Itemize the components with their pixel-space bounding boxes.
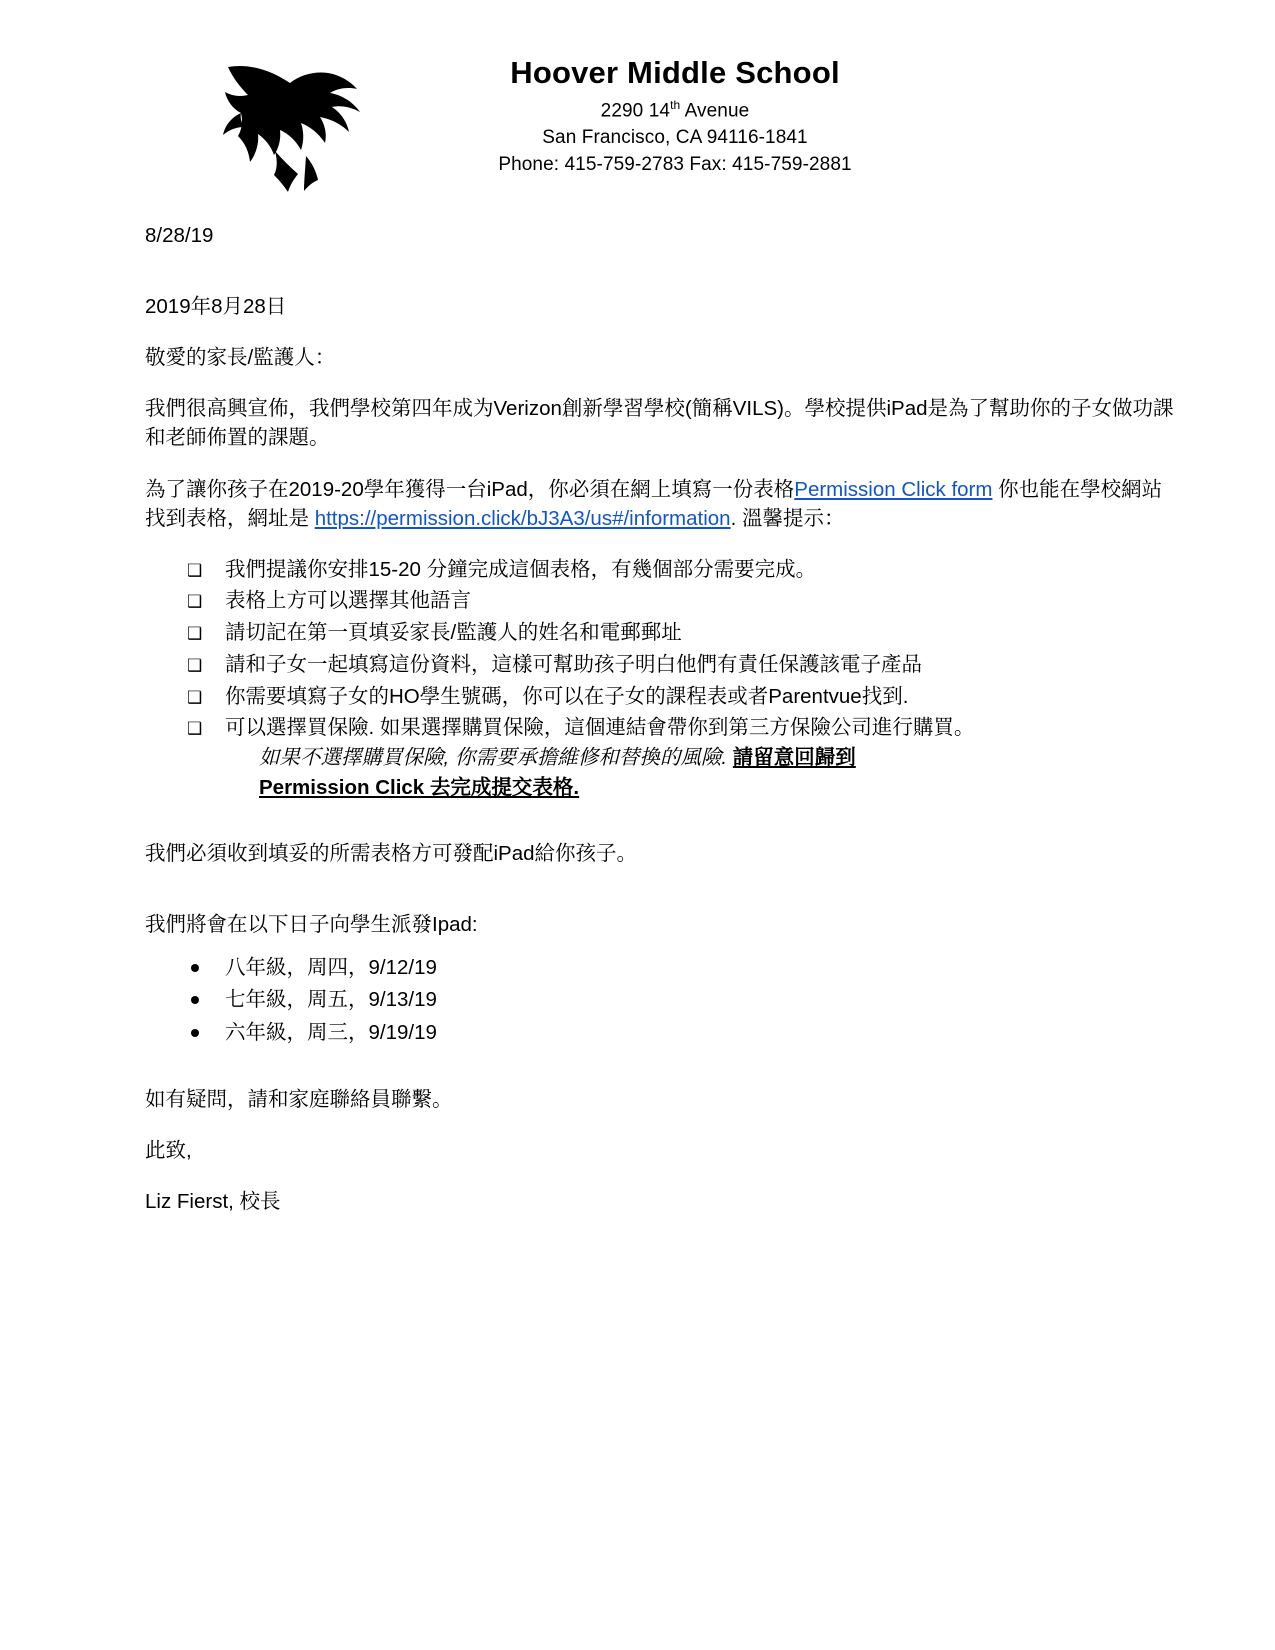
list-item bbox=[187, 618, 1180, 648]
form-instructions-text-c: . 溫馨提示： bbox=[730, 506, 845, 530]
list-item-label-bold-b: Permission Click 去完成提交表格. bbox=[259, 775, 580, 799]
list-item-label: 我們提議你安排15-20 分鐘完成這個表格，有幾個部分需要完成。 bbox=[225, 557, 817, 581]
date-english: 8/28/19 bbox=[145, 224, 214, 247]
list-item-label-continuation bbox=[225, 743, 1180, 773]
permission-click-url-link[interactable]: https://permission.click/bJ3A3/us#/information bbox=[314, 506, 731, 530]
checkbox-icon: ❑ bbox=[187, 592, 203, 612]
list-item-label-italic: 如果不選擇購買保險, 你需要承擔維修和替換的風險. bbox=[259, 746, 728, 770]
eagle-mascot-logo bbox=[220, 55, 380, 205]
signature: Liz Fierst, 校長 bbox=[145, 1190, 281, 1214]
closing: 此致, bbox=[145, 1139, 192, 1162]
school-name: Hoover Middle School bbox=[510, 55, 840, 90]
contact-line: Phone: 415-759-2783 Fax: 415-759-2881 bbox=[498, 153, 852, 175]
checkbox-icon: ❑ bbox=[187, 719, 203, 739]
list-item bbox=[187, 1018, 1180, 1048]
list-item-label: 六年級，周三，9/19/19 bbox=[225, 1021, 437, 1045]
spacer bbox=[145, 890, 1180, 910]
intro-paragraph: 我們很高興宣佈，我們學校第四年成为Verizon創新學習學校(簡稱VILS)。學校提供iPad是為了幫助你的子女做功課和老師佈置的課題。 bbox=[145, 397, 1174, 450]
letter-body bbox=[145, 195, 1180, 1216]
permission-click-form-link[interactable]: Permission Click form bbox=[794, 477, 993, 501]
list-item bbox=[187, 682, 1180, 712]
address-line-2: San Francisco, CA 94116-1841 bbox=[542, 126, 808, 148]
bullet-icon bbox=[191, 1029, 199, 1037]
address-street-number: 2290 14 bbox=[600, 99, 671, 121]
list-item-label: 請切記在第一頁填妥家長/監護人的姓名和電郵郵址 bbox=[225, 621, 682, 645]
list-item bbox=[187, 650, 1180, 680]
address-street-name: Avenue bbox=[680, 99, 750, 121]
form-instructions-text-b: 你也能在學校網站找到表格，網址是 bbox=[145, 477, 1163, 530]
form-instructions-text-a: 為了讓你孩子在2019-20學年獲得一台iPad，你必須在網上填寫一份表格 bbox=[145, 477, 795, 501]
list-item bbox=[187, 985, 1180, 1015]
list-item bbox=[187, 586, 1180, 616]
date-chinese: 2019年8月28日 bbox=[145, 295, 287, 319]
list-item bbox=[187, 953, 1180, 983]
list-item-label-part1: 可以選擇買保險. 如果選擇購買保險，這個連結會帶你到第三方保險公司進行購買。 bbox=[225, 716, 975, 740]
spacer bbox=[145, 1051, 1180, 1085]
checkbox-icon: ❑ bbox=[187, 624, 203, 644]
list-item-label-bold-a: 請留意回歸到 bbox=[732, 746, 856, 770]
list-item-insurance bbox=[187, 713, 1180, 802]
distribution-list bbox=[145, 953, 1180, 1048]
address-line-1 bbox=[325, 97, 1025, 125]
list-item-label: 你需要填寫子女的HO學生號碼，你可以在子女的課程表或者Parentvue找到. bbox=[225, 684, 909, 708]
requirement-note: 我們必須收到填妥的所需表格方可發配iPad給你孩子。 bbox=[145, 841, 638, 865]
questions-note: 如有疑問，請和家庭聯絡員聯繫。 bbox=[145, 1087, 453, 1111]
list-item-label: 七年級，周五，9/13/19 bbox=[225, 988, 437, 1012]
list-item-label: 表格上方可以選擇其他語言 bbox=[225, 589, 471, 613]
distribution-header: 我們將會在以下日子向學生派發Ipad: bbox=[145, 912, 478, 936]
instructions-checklist bbox=[145, 555, 1180, 803]
checkbox-icon: ❑ bbox=[187, 687, 203, 707]
address-ordinal-suffix: th bbox=[670, 97, 681, 112]
spacer bbox=[145, 805, 1180, 839]
checkbox-icon: ❑ bbox=[187, 655, 203, 675]
bullet-icon bbox=[191, 964, 199, 972]
form-instructions-paragraph bbox=[145, 475, 1180, 533]
list-item bbox=[187, 555, 1180, 585]
salutation: 敬愛的家長/監護人： bbox=[145, 346, 336, 370]
list-item-label: 請和子女一起填寫這份資料，這樣可幫助孩子明白他們有責任保護該電子產品 bbox=[225, 652, 922, 676]
letterhead bbox=[145, 0, 1180, 195]
spacer bbox=[145, 272, 1180, 292]
bullet-icon bbox=[191, 996, 199, 1004]
checkbox-icon: ❑ bbox=[187, 560, 203, 580]
list-item-label: 八年級，周四，9/12/19 bbox=[225, 955, 437, 979]
